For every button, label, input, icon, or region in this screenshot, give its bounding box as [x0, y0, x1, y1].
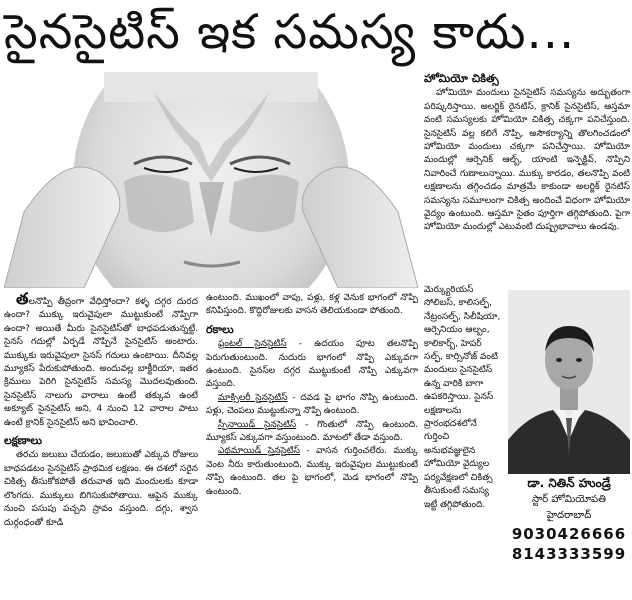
types-column [206, 292, 418, 597]
intro-text: లనొప్పి తీవ్రంగా వేధిస్తోందా? కళ్ళ దగ్గర దురద ఉందా? ముక్కు ఇరువైపులా ముట్టుకుంటే నొప్పిగా ఉందా? అయితే మీరు సైనసైటిస్‌తో బాధపడుతున్నట్టే. సైనస్ గదుల్లో ఏర్పడే నొప్పినే సైనసైటిస్ అంటారు. ముక్కుకు ఇరువైపులా సైనస్ గదులు ఉంటాయి. దీనివల్ల మ్యూకస్ పేరుకుపోతుంది. అందువల్ల బాక్టీరియా, ఇతర క్రిములు పెరిగి సైనసైటిస్ సమస్య మొదలవుతుంది. సైనసైటిస్ నాలుగు వారాలు ఉంటే తక్కువ ఉంటే అక్యూట్ సైనసైటిస్ అని, 4 నుంచి 12 వారాల పాటు ఉంటే క్రానిక్ సైనసైటిస్ అని భావించాలి. [4, 297, 198, 428]
type-sphenoid [206, 419, 418, 446]
intro-paragraph [4, 292, 198, 430]
continued-paragraph: ఉంటుంది. ముఖంలో వాపు, పళ్లు, కళ్ల వెనుక భాగంలో నొప్పి కనిపిస్తుంది. కొద్దిరోజులకు వాసన తెలియకుండా పోతుంది. [206, 293, 418, 317]
homeo-paragraph: హోమియో మందులు సైనసైటిస్ సమస్యను అద్భుతంగా పరిష్కరిస్తాయి. అలర్జిక్ రైనటిస్, క్రానిక్ సైనసైటిస్, ఆస్తమా వంటి సమస్యలకు హోమియో చికిత్స చక్కగా పనిచేస్తుంది. సైనసైటిస్ వల్ల కలిగే నొప్పి, అసౌకర్యాన్ని తొలగించడంలో హోమియో మందులు చక్కగా పనిచేస్తాయి. హోమియో మందుల్లో ఆర్సెనిక్ ఆల్బ్, యాంటి ఇన్ఫెక్టివ్, నొప్పిని నివారించే గుణాలున్నాయి. ముక్కు కారడం, తలనొప్పి వంటి లక్షణాలను తగ్గించడం మాత్రమే కాకుండా అలర్జిక్ రైనటిస్ సమస్యను సమూలంగా చికిత్స అందించే విధంగా హోమియో వైద్యం ఉంటుంది. ఆస్తమా సైతం పూర్తిగా తగ్గిపోతుంది. పైగా హోమియో మందుల్లో ఎటువంటి దుష్ప్రభావాలు ఉండవు. [424, 88, 630, 233]
type-name: ఎథమాయిడ్ సైనసైటిస్ [218, 446, 300, 457]
type-maxillary [206, 392, 418, 419]
homeo-heading: హోమియో చికిత్స [424, 72, 499, 85]
type-ethmoid [206, 445, 418, 499]
clinic-city: హైదరాబాద్ [546, 510, 592, 521]
doctor-portrait [508, 290, 630, 474]
type-name: మాక్సిలరీ సైనసైటిస్ [218, 392, 288, 403]
phone-number-2: 8143333599 [511, 545, 627, 563]
doctor-info [506, 474, 632, 600]
headline: సైనసైటిస్ ఇక సమస్య కాదు... [4, 4, 576, 60]
symptoms-heading: లక్షణాలు [4, 434, 42, 448]
symptoms-paragraph: తరచు జలుబు చేయడం, జలుబుతో ఎక్కువ రోజులు బాధపడటం సైనసైటిస్ ప్రాథమిక లక్షణం. ఈ దశలో సరైన చికిత్స తీసుకోకపోతే తరువాత ఇది మందులకు కూడా లొంగదు. ముక్కులు బిగిసుకుపోతాయి. ఆపైన ముక్కు నుంచి పసుపు పచ్చని స్రావం వస్తుంది. దగ్గు, శ్వాస దుర్గంధంతో కూడి [4, 450, 198, 528]
sinus-illustration-photo [4, 72, 418, 288]
homeo-narrow-column: మెర్క్యురియస్ సోలిబస్, కాలిసల్ఫ్, నేట్రంసల్ఫ్, సిలీషియా, ఆర్సెనియం ఆల్బం, కాలికార్బ్, హెపర్ సల్ఫ్, కార్సినోజ్ వంటి మందులు సైనసైటిస్ ఉన్న వారికి బాగా ఉపకరిస్తాయి. సైనస్ లక్షణాలను ప్రారంభదశలోనే గుర్తించి అనుభవజ్ఞులైన హోమియో వైద్యుల పర్యవేక్షణలో చికిత్స తీసుకుంటే సమస్య ఇట్టే తగ్గిపోతుంది. [424, 285, 501, 510]
type-text: - ఉదయం పూట తలనొప్పి పెరుగుతుంటుంది. నుదురు భాగంలో నొప్పి ఎక్కువగా ఉంటుంది. సైనస్‌ల దగ్గర ముట్టుకుంటే నొప్పి ఎక్కువగా వస్తుంది. [206, 339, 418, 390]
homeo-column [424, 72, 630, 284]
type-name: ఫ్రంటల్ సైనసైటిస్ [218, 339, 287, 350]
doctor-name: డా. నితిన్ హుండ్రే [527, 476, 611, 490]
types-heading: రకాలు [206, 322, 234, 336]
clinic-name: స్టార్ హోమియోపతి [532, 494, 606, 505]
intro-column [4, 292, 198, 597]
type-text: - వాసన గుర్తించలేరు. ముక్కు వెంట నీరు కారుతుంటుంది. ముక్కు ఇరువైపుల ముట్టుకుంటే నొప్పి ఉంటుంది. తల పై భాగంలో, మెడ భాగంలో నొప్పి ఉంటుంది. [206, 446, 418, 497]
type-text: - గొంతులో నొప్పి ఉంటుంది. మ్యూకస్ ఎక్కువగా వస్తుంటుంది. మాటలో తేడా వస్తుంది. [206, 419, 418, 444]
type-text: - దవడ పై భాగం నొప్పి ఉంటుంది. పళ్లు, చెంపలు ముట్టుకున్నా నొప్పి ఉంటుంది. [206, 392, 418, 417]
phone-number-1: 9030426666 [511, 525, 627, 543]
dropcap: త [16, 292, 29, 308]
type-name: స్పీనాయిడ్ సైనసైటిస్ [218, 419, 297, 430]
type-frontal [206, 338, 418, 392]
